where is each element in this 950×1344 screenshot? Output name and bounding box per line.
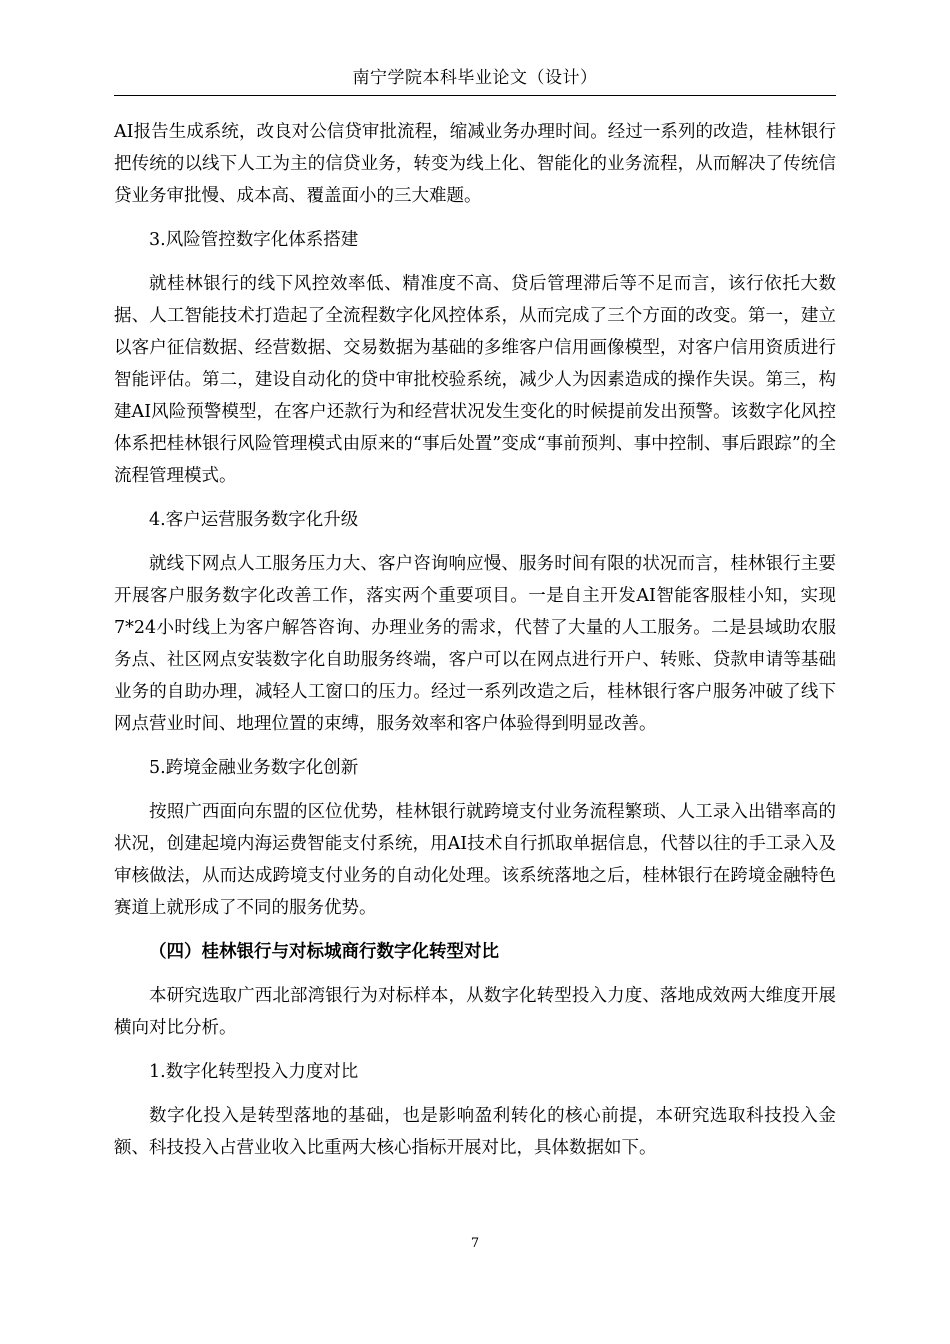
- spacer: [114, 784, 836, 796]
- paragraph-continued: AI报告生成系统，改良对公信贷审批流程，缩减业务办理时间。经过一系列的改造，桂林银行把传统的以线下人工为主的信贷业务，转变为线上化、智能化的业务流程，从而解决了传统信贷业务审批慢、成本高、覆盖面小的三大难题。: [114, 122, 836, 206]
- subheading-1: 1.数字化转型投入力度对比: [149, 1062, 359, 1082]
- spacer: [114, 212, 836, 224]
- running-header: 南宁学院本科毕业论文（设计）: [352, 68, 598, 88]
- spacer: [114, 536, 836, 548]
- paragraph-benchmark: 本研究选取广西北部湾银行为对标样本，从数字化转型投入力度、落地成效两大维度开展横向对比分析。: [114, 986, 836, 1038]
- paragraph-risk-control: 就桂林银行的线下风控效率低、精准度不高、贷后管理滞后等不足而言，该行依托大数据、人工智能技术打造起了全流程数字化风控体系，从而完成了三个方面的改变。第一，建立以客户征信数据、经营数据、交易数据为基础的多维客户信用画像模型，对客户信用资质进行智能评估。第二，建设自动化的贷中审批校验系统，减少人为因素造成的操作失误。第三，构建AI风险预警模型，在客户还款行为和经营状况发生变化的时候提前发出预警。该数字化风控体系把桂林银行风险管理模式由原来的“事后处置”变成“事前预判、事中控制、事后跟踪”的全流程管理模式。: [114, 274, 836, 486]
- spacer: [114, 740, 836, 752]
- spacer: [114, 1088, 836, 1100]
- spacer: [114, 924, 836, 936]
- subheading-4: 4.客户运营服务数字化升级: [149, 510, 359, 530]
- subheading-5: 5.跨境金融业务数字化创新: [149, 758, 359, 778]
- subheading-3: 3.风险管控数字化体系搭建: [149, 230, 359, 250]
- header-rule: [114, 95, 836, 96]
- spacer: [114, 1044, 836, 1056]
- body-text: [114, 116, 836, 1164]
- spacer: [114, 256, 836, 268]
- page-number: 7: [470, 1236, 480, 1251]
- spacer: [114, 968, 836, 980]
- spacer: [114, 492, 836, 504]
- paragraph-investment: 数字化投入是转型落地的基础，也是影响盈利转化的核心前提，本研究选取科技投入金额、科技投入占营业收入比重两大核心指标开展对比，具体数据如下。: [114, 1106, 836, 1158]
- paragraph-cross-border: 按照广西面向东盟的区位优势，桂林银行就跨境支付业务流程繁琐、人工录入出错率高的状况，创建起境内海运费智能支付系统，用AI技术自行抓取单据信息，代替以往的手工录入及审核做法，从而达成跨境支付业务的自动化处理。该系统落地之后，桂林银行在跨境金融特色赛道上就形成了不同的服务优势。: [114, 802, 836, 918]
- paragraph-customer-service: 就线下网点人工服务压力大、客户咨询响应慢、服务时间有限的状况而言，桂林银行主要开展客户服务数字化改善工作，落实两个重要项目。一是自主开发AI智能客服桂小知，实现7*24小时线上为客户解答咨询、办理业务的需求，代替了大量的人工服务。二是县域助农服务点、社区网点安装数字化自助服务终端，客户可以在网点进行开户、转账、贷款申请等基础业务的自助办理，减轻人工窗口的压力。经过一系列改造之后，桂林银行客户服务冲破了线下网点营业时间、地理位置的束缚，服务效率和客户体验得到明显改善。: [114, 554, 836, 734]
- section-heading-4: （四）桂林银行与对标城商行数字化转型对比: [149, 942, 499, 962]
